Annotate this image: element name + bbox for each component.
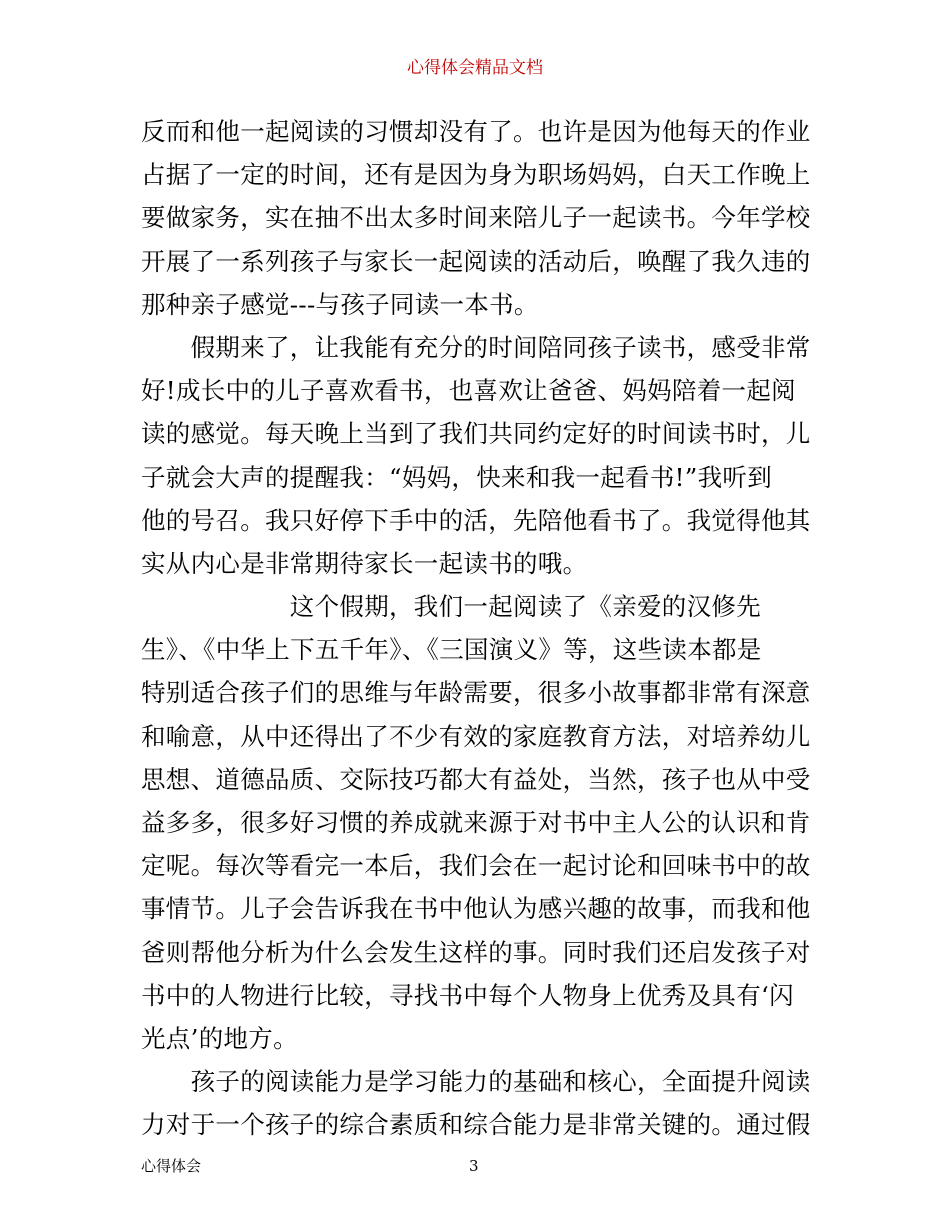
text-line: 生》、《中华上下五千年》、《三国演义》等，这些读本都是 (141, 635, 762, 665)
text-line: 好!成长中的儿子喜欢看书，也喜欢让爸爸、妈妈陪着一起阅 (141, 376, 796, 406)
text-line: 那种亲子感觉---与孩子同读一本书。 (141, 289, 539, 319)
text-line: 他的号召。我只好停下手中的活，先陪他看书了。我觉得他其 (141, 505, 811, 535)
text-line: 开展了一系列孩子与家长一起阅读的活动后，唤醒了我久违的 (141, 246, 811, 276)
document-body (141, 110, 811, 1147)
text-line: 占据了一定的时间，还有是因为身为职场妈妈，白天工作晚上 (141, 160, 811, 190)
text-line: 书中的人物进行比较，寻找书中每个人物身上优秀及具有‘闪 (141, 980, 794, 1010)
text-line: 读的感觉。每天晚上当到了我们共同约定好的时间读书时，儿 (141, 419, 811, 449)
page-header-title: 心得体会精品文档 (407, 58, 543, 78)
footer-label: 心得体会 (141, 1157, 202, 1175)
text-line: 反而和他一起阅读的习惯却没有了。也许是因为他每天的作业 (141, 117, 811, 146)
text-line: 力对于一个孩子的综合素质和综合能力是非常关键的。通过假 (141, 1110, 811, 1140)
text-line: 实从内心是非常期待家长一起读书的哦。 (141, 548, 588, 578)
text-line: 要做家务，实在抽不出太多时间来陪儿子一起读书。今年学校 (141, 203, 811, 233)
text-line: 和喻意，从中还得出了不少有效的家庭教育方法，对培养幼儿 (141, 721, 811, 751)
text-line: 思想、道德品质、交际技巧都大有益处，当然，孩子也从中受 (141, 764, 811, 794)
text-line: 益多多，很多好习惯的养成就来源于对书中主人公的认识和肯 (141, 808, 811, 837)
text-line: 光点’的地方。 (141, 1023, 298, 1053)
page-number: 3 (469, 1157, 479, 1175)
text-line: 假期来了，让我能有充分的时间陪同孩子读书，感受非常 (141, 332, 811, 362)
text-line: 子就会大声的提醒我：“妈妈，快来和我一起看书!”我听到 (141, 462, 772, 492)
text-line: 这个假期，我们一起阅读了《亲爱的汉修先 (141, 592, 761, 622)
text-line: 爸则帮他分析为什么会发生这样的事。同时我们还启发孩子对 (141, 937, 811, 967)
text-line: 事情节。儿子会告诉我在书中他认为感兴趣的故事，而我和他 (141, 894, 811, 924)
text-line: 特别适合孩子们的思维与年龄需要，很多小故事都非常有深意 (141, 678, 811, 708)
text-line: 定呢。每次等看完一本后，我们会在一起讨论和回味书中的故 (141, 851, 811, 881)
text-line: 孩子的阅读能力是学习能力的基础和核心，全面提升阅读 (141, 1067, 811, 1097)
